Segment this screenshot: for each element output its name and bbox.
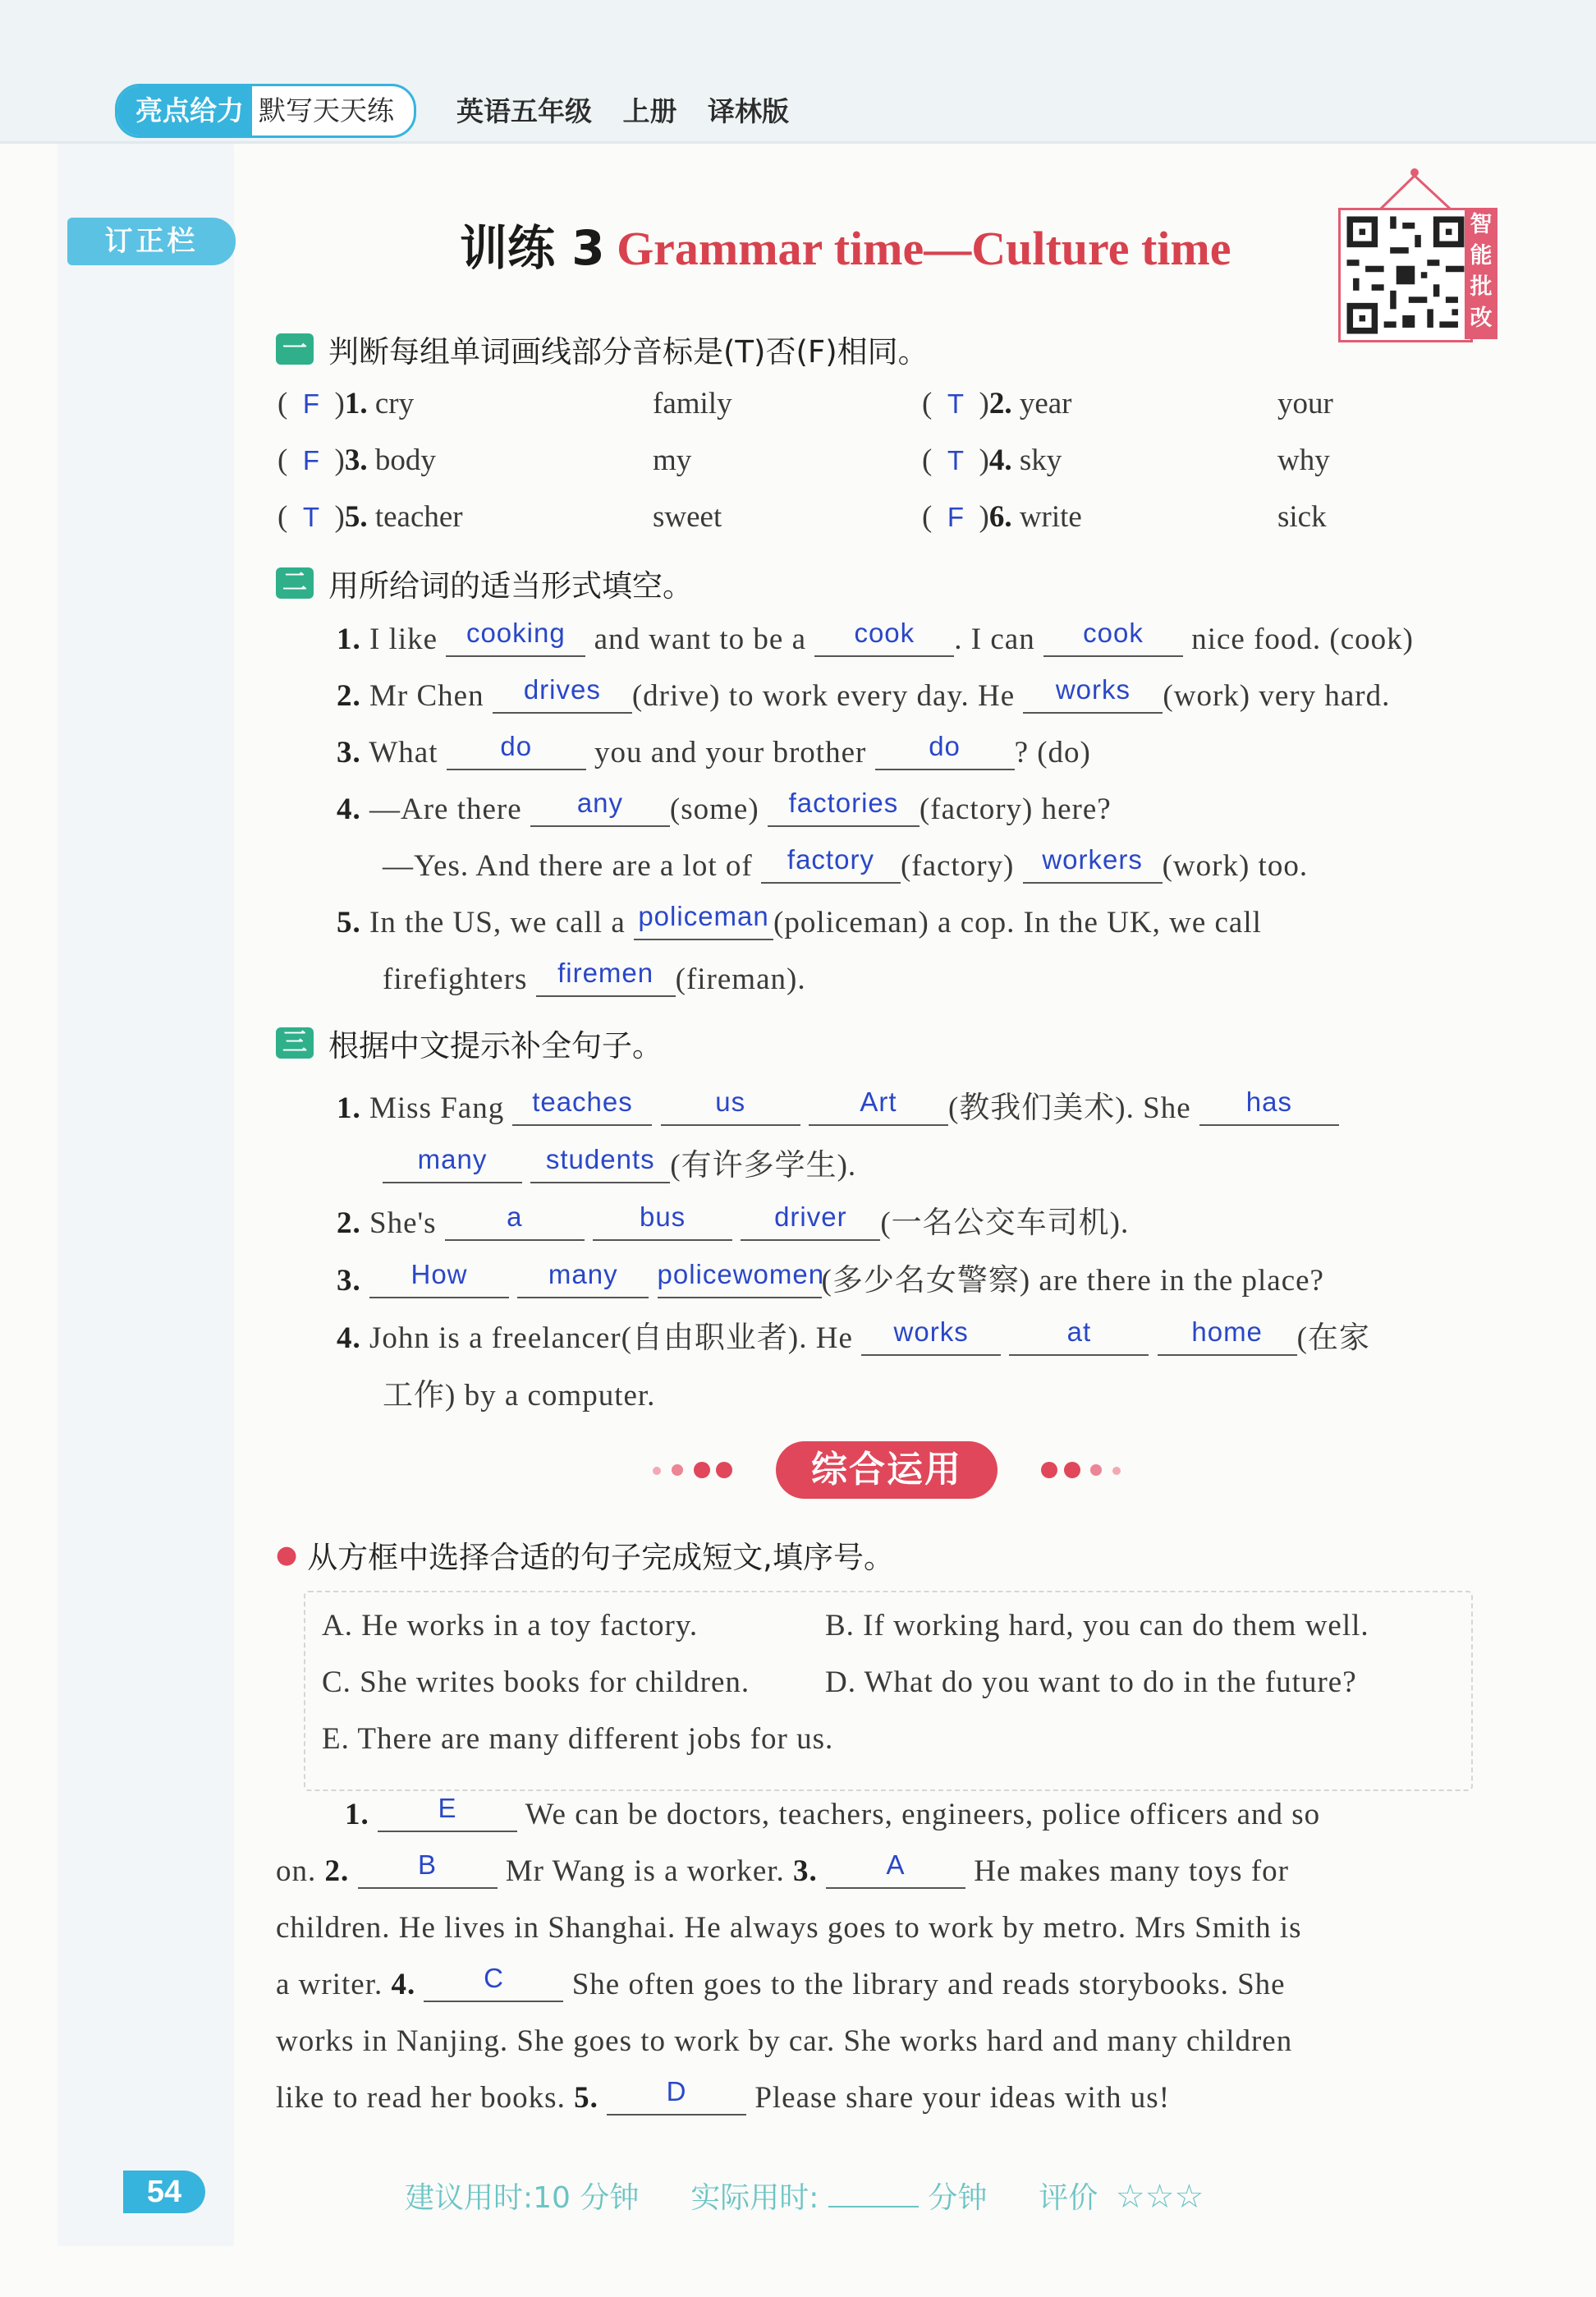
text: She often goes to the library and reads storybooks. She [571, 1968, 1286, 2001]
tf-item-5: ( T )5. teacher [277, 500, 463, 534]
answer-blank[interactable]: D [607, 2083, 746, 2116]
text: (work) too. [1162, 849, 1309, 883]
decor-dot [716, 1462, 732, 1478]
volume: 上册 [622, 95, 677, 127]
actual-time-label: 实际用时: [690, 2181, 819, 2215]
answer-blank[interactable]: A [826, 1856, 965, 1889]
answer-blank[interactable]: firemen [536, 964, 676, 997]
text: Mr Wang is a worker. [505, 1854, 785, 1888]
q-number: 4. [337, 1321, 361, 1355]
passage-line-1 [345, 1793, 1321, 1832]
tf-item-4-word2: why [1277, 443, 1330, 477]
q-number: 5. [337, 906, 361, 939]
rating-stars-icon[interactable]: ☆☆☆ [1115, 2178, 1204, 2216]
decor-dot [653, 1467, 661, 1475]
answer-blank[interactable]: cook [1043, 624, 1183, 657]
passage-line-5: works in Nanjing. She goes to work by car. She works hard and many children [276, 2024, 1293, 2058]
translate-q1 [337, 1082, 1339, 1127]
item-number: 1. [344, 387, 368, 420]
qr-string-icon [1379, 174, 1453, 210]
tf-answer[interactable]: F [947, 502, 964, 532]
tf-item-3: ( F )3. body [277, 443, 436, 477]
fill-q5 [337, 901, 1262, 940]
word-1: year [1019, 387, 1072, 420]
answer-blank[interactable]: us [661, 1093, 800, 1126]
translate-q4-cont: 工作) by a computer. [383, 1379, 656, 1413]
tf-item-2-word2: your [1277, 387, 1333, 420]
text: (drive) to work every day. He [631, 679, 1016, 713]
section-3-heading [276, 1021, 663, 1065]
subject: 英语五年级 [456, 95, 592, 127]
tf-answer[interactable]: F [302, 445, 319, 475]
answer-blank[interactable]: at [1009, 1323, 1149, 1356]
q-number: 4. [337, 792, 361, 826]
passage-line-2 [276, 1849, 1289, 1889]
answer-blank[interactable]: any [530, 794, 670, 827]
decor-dot [1064, 1462, 1080, 1478]
section-1-heading [276, 327, 929, 371]
q-number: 2. [337, 1206, 361, 1240]
section-2-heading [276, 561, 693, 605]
translate-q2 [337, 1197, 1129, 1242]
answer-blank[interactable]: a [445, 1208, 585, 1241]
answer-blank[interactable]: cook [814, 624, 954, 657]
tf-item-5-word2: sweet [653, 500, 722, 534]
text: nice food. (cook) [1191, 622, 1414, 656]
answer-blank[interactable]: do [875, 737, 1015, 770]
answer-blank[interactable]: policewomen [658, 1266, 822, 1298]
answer-blank[interactable]: B [358, 1856, 498, 1889]
option-a: A. He works in a toy factory. [322, 1609, 699, 1642]
brand-left: 亮点给力 [117, 86, 252, 136]
text: (some) [669, 792, 759, 826]
text: (policeman) a cop. In the UK, we call [773, 906, 1262, 939]
text: (work) very hard. [1163, 679, 1391, 713]
fill-q5-cont [383, 958, 806, 997]
answer-blank[interactable]: works [861, 1323, 1001, 1356]
answer-blank[interactable]: do [447, 737, 586, 770]
text: and want to be a [594, 622, 807, 656]
decor-dot [672, 1464, 683, 1476]
brand-right: 默写天天练 [259, 94, 394, 126]
text: (教我们美术). She [947, 1091, 1191, 1125]
text: What [369, 736, 438, 769]
text: you and your brother [594, 736, 867, 769]
section-1-number: 一 [276, 333, 314, 365]
book-info [456, 90, 789, 129]
fill-q2 [337, 674, 1391, 714]
decor-dot [1041, 1462, 1057, 1478]
text: like to read her books. [276, 2081, 566, 2115]
passage-line-4 [276, 1963, 1286, 2002]
text: (一名公交车司机). [880, 1206, 1130, 1240]
brand-logo [115, 84, 416, 138]
tf-item-1: ( F )1. cry [277, 387, 415, 420]
text: (factory) [900, 849, 1015, 883]
answer-blank[interactable]: Art [809, 1093, 948, 1126]
translate-q1-cont [383, 1140, 856, 1184]
text: Mr Chen [369, 679, 484, 713]
answer-blank[interactable]: has [1199, 1093, 1339, 1126]
q-number: 3. [337, 1264, 361, 1298]
text: (factory) here? [919, 792, 1112, 826]
rating-label: 评价 [1039, 2181, 1098, 2215]
tf-answer[interactable]: T [302, 502, 319, 532]
section-banner: 综合运用 [776, 1441, 998, 1499]
smart-grading-tag: 智能批改 [1465, 208, 1497, 339]
answer-blank[interactable]: factory [761, 851, 901, 884]
text: Miss Fang [369, 1091, 505, 1125]
title-en: Grammar time—Culture time [617, 222, 1231, 275]
q-number: 1. [345, 1798, 369, 1831]
decor-dot [694, 1462, 710, 1478]
section-2-instruction: 用所给词的适当形式填空。 [328, 568, 693, 604]
bullet-icon: ● [276, 1540, 298, 1569]
q-number: 4. [391, 1968, 416, 2001]
fill-q4-reply [383, 844, 1309, 884]
item-number: 6. [988, 500, 1012, 534]
answer-blank[interactable]: driver [741, 1208, 880, 1241]
text: ? (do) [1014, 736, 1091, 769]
fill-q1 [337, 618, 1414, 657]
answer-blank[interactable]: many [517, 1266, 649, 1298]
section-3-number: 三 [276, 1027, 314, 1059]
option-b: B. If working hard, you can do them well. [825, 1609, 1369, 1642]
text: Please share your ideas with us! [754, 2081, 1171, 2115]
word-1: write [1019, 500, 1082, 534]
answer-blank[interactable]: drives [493, 681, 632, 714]
tf-item-6: ( F )6. write [922, 500, 1082, 534]
tf-answer[interactable]: F [302, 388, 319, 419]
item-number: 2. [988, 387, 1012, 420]
translate-q4 [337, 1312, 1370, 1357]
header-divider [0, 141, 1596, 144]
q-number: 3. [793, 1854, 818, 1888]
answer-blank[interactable]: C [424, 1969, 563, 2002]
text: (有许多学生). [670, 1149, 857, 1183]
section-3-instruction: 根据中文提示补全句子。 [328, 1028, 663, 1064]
passage-line-6 [276, 2076, 1171, 2116]
page-title [460, 209, 1231, 278]
tf-item-4: ( T )4. sky [922, 443, 1062, 477]
answer-blank[interactable]: students [530, 1151, 670, 1183]
tf-item-2: ( T )2. year [922, 387, 1072, 420]
section-4-instruction: 从方框中选择合适的句子完成短文,填序号。 [307, 1540, 894, 1575]
translate-q3 [337, 1255, 1324, 1299]
text: (在家 [1296, 1321, 1370, 1355]
answer-blank[interactable]: many [383, 1151, 522, 1183]
word-1: body [374, 443, 436, 477]
minutes-unit: 分钟 [928, 2181, 988, 2215]
tf-answer[interactable]: T [947, 445, 964, 475]
q-number: 3. [337, 736, 361, 769]
word-1: cry [374, 387, 415, 420]
answer-blank[interactable]: workers [1023, 851, 1163, 884]
option-c: C. She writes books for children. [322, 1665, 750, 1699]
passage-line-3: children. He lives in Shanghai. He always goes to work by metro. Mrs Smith is [276, 1911, 1302, 1945]
answer-blank[interactable]: home [1158, 1323, 1297, 1356]
section-2-number: 二 [276, 567, 314, 599]
item-number: 5. [344, 500, 368, 534]
option-e: E. There are many different jobs for us. [322, 1722, 834, 1756]
text: —Are there [369, 792, 522, 826]
fill-q3 [337, 731, 1091, 770]
answer-blank[interactable]: bus [593, 1208, 732, 1241]
answer-blank[interactable]: policeman [634, 907, 773, 940]
text: He makes many toys for [974, 1854, 1289, 1888]
answer-blank[interactable]: works [1023, 681, 1163, 714]
tf-answer[interactable]: T [947, 388, 964, 419]
correction-label: 订正栏 [67, 218, 236, 265]
q-number: 2. [324, 1854, 350, 1888]
tf-item-3-word2: my [653, 443, 692, 477]
text: on. [276, 1854, 317, 1888]
item-number: 3. [344, 443, 368, 477]
word-1: sky [1019, 443, 1062, 477]
decor-dot [1090, 1464, 1102, 1476]
actual-time-blank[interactable] [828, 2206, 919, 2207]
text: John is a freelancer(自由职业者). He [369, 1321, 853, 1355]
tf-item-6-word2: sick [1277, 500, 1327, 534]
text: I like [369, 622, 438, 656]
text: a writer. [276, 1968, 383, 2001]
text: We can be doctors, teachers, engineers, police officers and so [525, 1798, 1321, 1831]
text: firefighters [383, 962, 528, 996]
item-number: 4. [988, 443, 1012, 477]
tf-item-1-word2: family [653, 387, 732, 420]
answer-blank[interactable]: How [369, 1266, 509, 1298]
answer-blank[interactable]: cooking [446, 624, 585, 657]
answer-blank[interactable]: teaches [512, 1093, 652, 1126]
page-number: 54 [123, 2171, 205, 2213]
text: (多少名女警察) are there in the place? [821, 1264, 1324, 1298]
q-number: 2. [337, 679, 361, 713]
answer-blank[interactable]: factories [768, 794, 920, 827]
text: (fireman). [675, 962, 806, 996]
decor-dot [1112, 1467, 1121, 1475]
suggested-time: 建议用时:10 分钟 [405, 2181, 640, 2215]
q-number: 5. [574, 2081, 598, 2115]
qr-code-icon[interactable] [1338, 208, 1473, 342]
footer-timing [405, 2175, 1204, 2217]
fill-q4 [337, 788, 1112, 827]
answer-blank[interactable]: E [378, 1799, 517, 1832]
section-4-heading [276, 1532, 894, 1577]
word-1: teacher [374, 500, 463, 534]
q-number: 1. [337, 622, 361, 656]
text: In the US, we call a [369, 906, 626, 939]
text: She's [369, 1206, 437, 1240]
edition: 译林版 [708, 95, 789, 127]
title-zh: 训练 3 [460, 220, 605, 276]
text: —Yes. And there are a lot of [383, 849, 753, 883]
option-d: D. What do you want to do in the future? [825, 1665, 1357, 1699]
text: . I can [954, 622, 1035, 656]
q-number: 1. [337, 1091, 361, 1125]
section-1-instruction: 判断每组单词画线部分音标是(T)否(F)相同。 [328, 334, 929, 370]
correction-column [57, 144, 234, 2246]
